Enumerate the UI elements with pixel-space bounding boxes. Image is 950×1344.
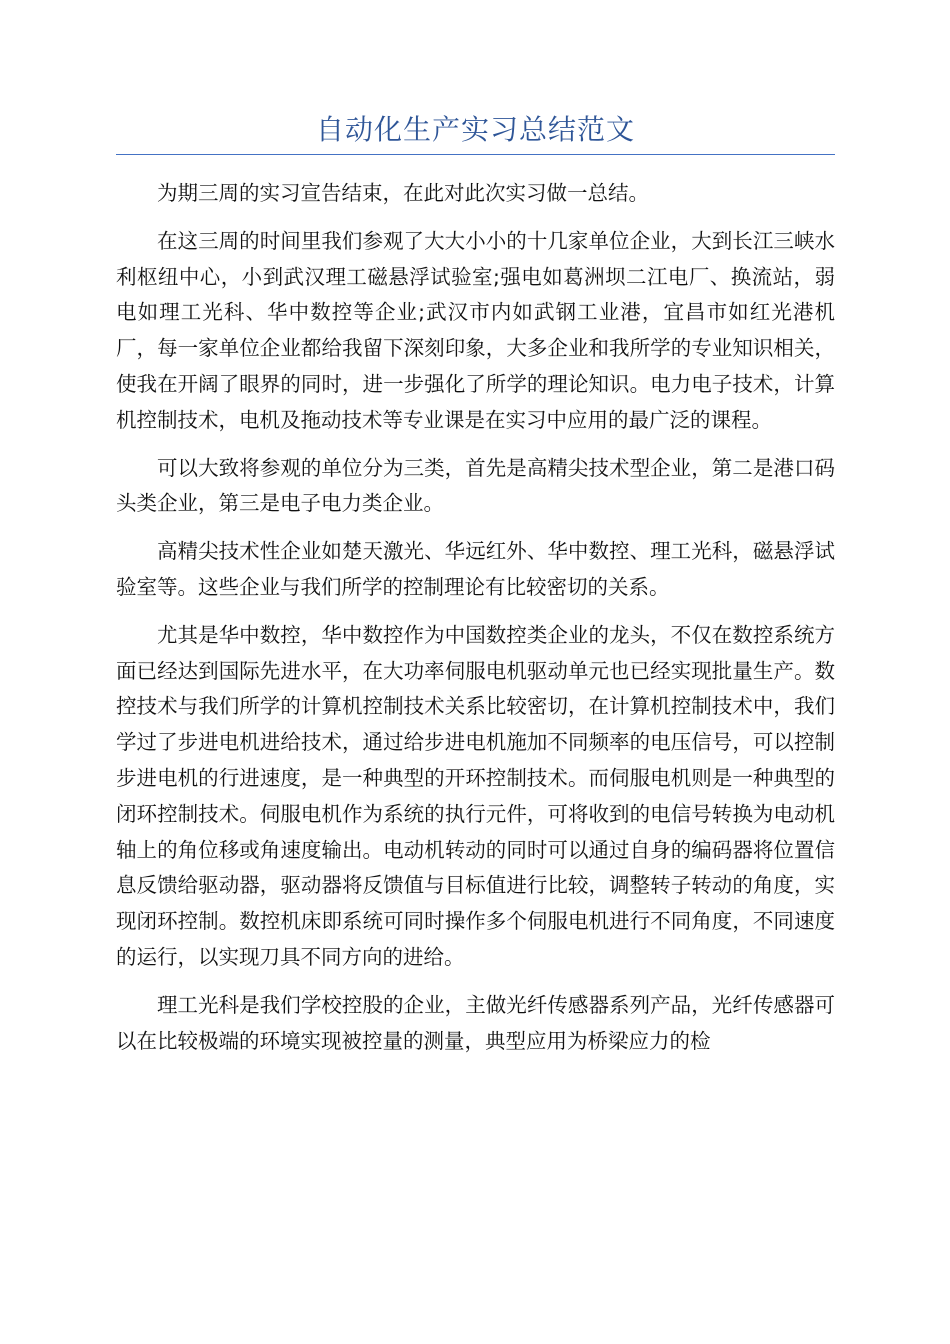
paragraph-hightech: 高精尖技术性企业如楚天激光、华远红外、华中数控、理工光科，磁悬浮试验室等。这些企业与我们所学的控制理论有比较密切的关系。	[116, 539, 835, 599]
title-underline	[116, 154, 835, 155]
paragraph-visits: 在这三周的时间里我们参观了大大小小的十几家单位企业，大到长江三峡水利枢纽中心，小到武汉理工磁悬浮试验室;强电如葛洲坝二江电厂、换流站，弱电如理工光科、华中数控等企业;武汉市内如武钢工业港，宜昌市如红光港机厂，每一家单位企业都给我留下深刻印象，大多企业和我所学的专业知识相关，使我在开阔了眼界的同时，进一步强化了所学的理论知识。电力电子技术，计算机控制技术，电机及拖动技术等专业课是在实习中应用的最广泛的课程。	[116, 228, 835, 432]
document-body	[116, 176, 835, 1071]
paragraph-cnc: 尤其是华中数控，华中数控作为中国数控类企业的龙头，不仅在数控系统方面已经达到国际先进水平，在大功率伺服电机驱动单元也已经实现批量生产。数控技术与我们所学的计算机控制技术关系比较密切，在计算机控制技术中，我们学过了步进电机进给技术，通过给步进电机施加不同频率的电压信号，可以控制步进电机的行进速度，是一种典型的开环控制技术。而伺服电机则是一种典型的闭环控制技术。伺服电机作为系统的执行元件，可将收到的电信号转换为电动机轴上的角位移或角速度输出。电动机转动的同时可以通过自身的编码器将位置信息反馈给驱动器，驱动器将反馈值与目标值进行比较，调整转子转动的角度，实现闭环控制。数控机床即系统可同时操作多个伺服电机进行不同角度，不同速度的运行，以实现刀具不同方向的进给。	[116, 622, 835, 969]
paragraph-optics: 理工光科是我们学校控股的企业，主做光纤传感器系列产品，光纤传感器可以在比较极端的环境实现被控量的测量，典型应用为桥梁应力的检	[116, 992, 835, 1053]
paragraph-categories: 可以大致将参观的单位分为三类，首先是高精尖技术型企业，第二是港口码头类企业，第三是电子电力类企业。	[116, 455, 835, 516]
document-title: 自动化生产实习总结范文	[315, 113, 635, 146]
paragraph-intro: 为期三周的实习宣告结束，在此对此次实习做一总结。	[157, 181, 649, 205]
